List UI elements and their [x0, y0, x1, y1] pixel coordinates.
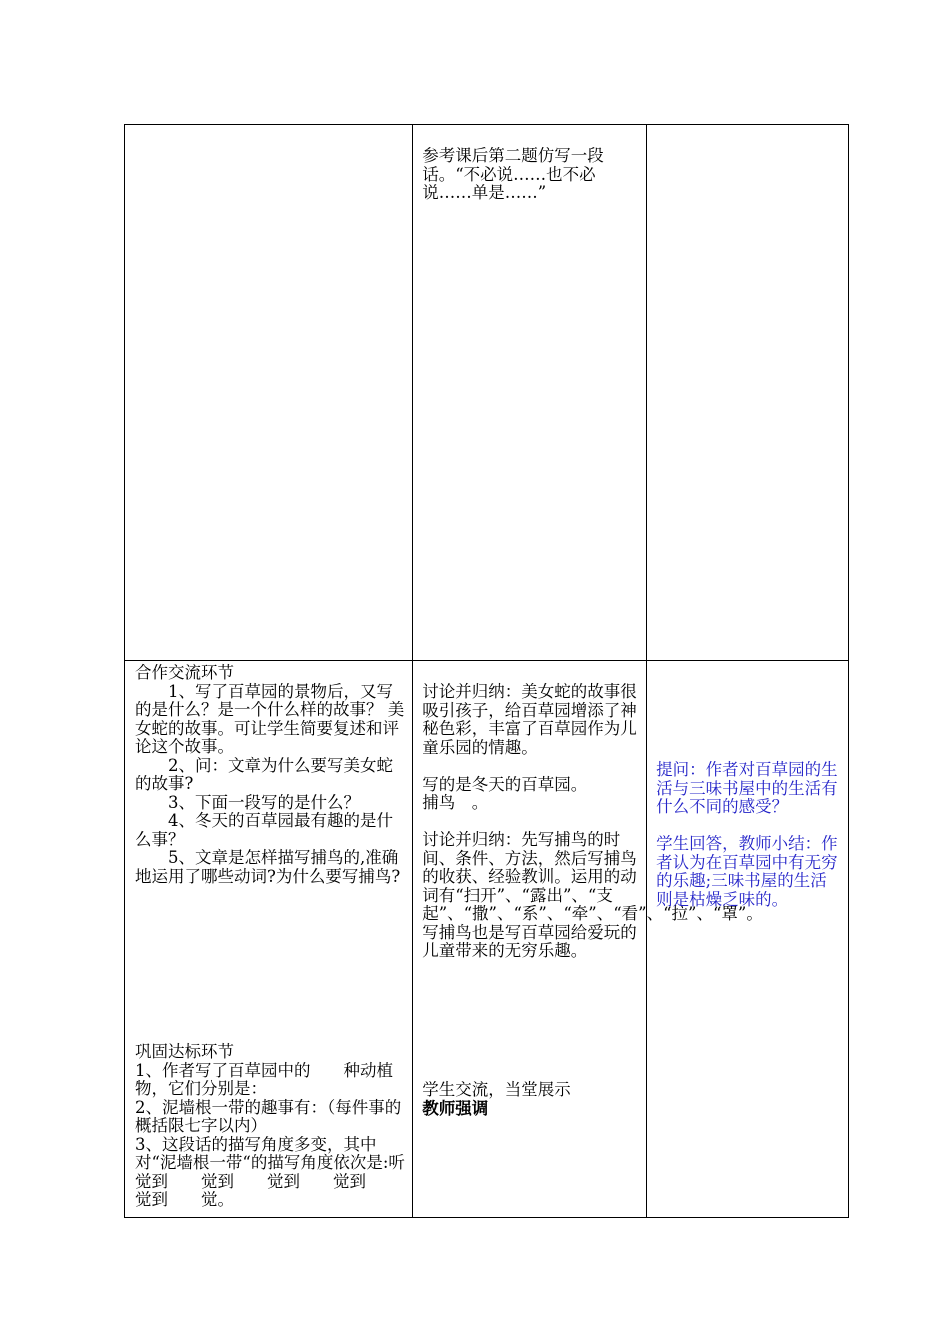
- teacher-summary: 学生回答，教师小结：作者认为在百草园中有无穷的乐趣;三味书屋的生活则是枯燥乏味的。: [656, 834, 838, 909]
- teacher-emphasis: 教师强调: [422, 1098, 489, 1118]
- question-4: 4、冬天的百草园最有趣的是什么事？: [135, 811, 393, 849]
- question-5: 5、文章是怎样描写捕鸟的,准确地运用了哪些动词?为什么要写捕鸟?: [135, 848, 401, 886]
- row1-col2-cell: [413, 125, 647, 661]
- cooperation-heading: 合作交流环节: [135, 663, 234, 682]
- table-row: [125, 125, 849, 661]
- question-2: 2、问：文章为什么要写美女蛇的故事?: [135, 755, 393, 793]
- row1-col3-cell: [647, 125, 849, 661]
- row1-col1-cell: [125, 125, 413, 661]
- row2-col3-cell: [647, 661, 849, 1218]
- writing-exercise-text: 参考课后第二题仿写一段话。“不必说……也不必说……单是……”: [422, 146, 604, 202]
- answer-1: 讨论并归纳：美女蛇的故事很吸引孩子，给百草园增添了神秘色彩，丰富了百草园作为儿童乐园的情趣。: [422, 682, 637, 757]
- question-3: 3、下面一段写的是什么？: [168, 792, 360, 812]
- exercise-3: 3、这段话的描写角度多变，其中对“泥墙根一带“的描写角度依次是:听觉到 觉到 觉到 觉到 觉到 觉。: [135, 1134, 405, 1209]
- teacher-question: 提问：作者对百草园的生活与三味书屋中的生活有什么不同的感受？: [656, 760, 838, 816]
- question-1: 1、写了百草园的景物后，又写的是什么？是一个什么样的故事？ 美女蛇的故事。可让学生简要复述和评论这个故事。: [135, 681, 405, 756]
- exercise-2: 2、泥墙根一带的趣事有：（每件事的概括限七字以内）: [135, 1097, 402, 1135]
- answer-5: 学生交流，当堂展示: [422, 1080, 571, 1099]
- answer-4: 讨论并归纳：先写捕鸟的时间、条件、方法，然后写捕鸟的收获、经验教训。运用的动词有“扫开”、“露出”、“支起”、“撒”、“系”、“牵”、“看”、“拉”、“罩”。写捕鸟也是写百草园给爱玩的儿童带来的无穷乐趣。: [422, 830, 763, 960]
- lesson-plan-table: [124, 124, 849, 1218]
- table-row: [125, 661, 849, 1218]
- consolidation-heading: 巩固达标环节: [135, 1042, 234, 1061]
- row2-col1-cell: [125, 661, 413, 1218]
- answer-3: 捕鸟 。: [422, 793, 489, 812]
- exercise-1: 1、作者写了百草园中的 种动植物，它们分别是：: [135, 1060, 393, 1098]
- answer-2: 写的是冬天的百草园。: [422, 774, 588, 794]
